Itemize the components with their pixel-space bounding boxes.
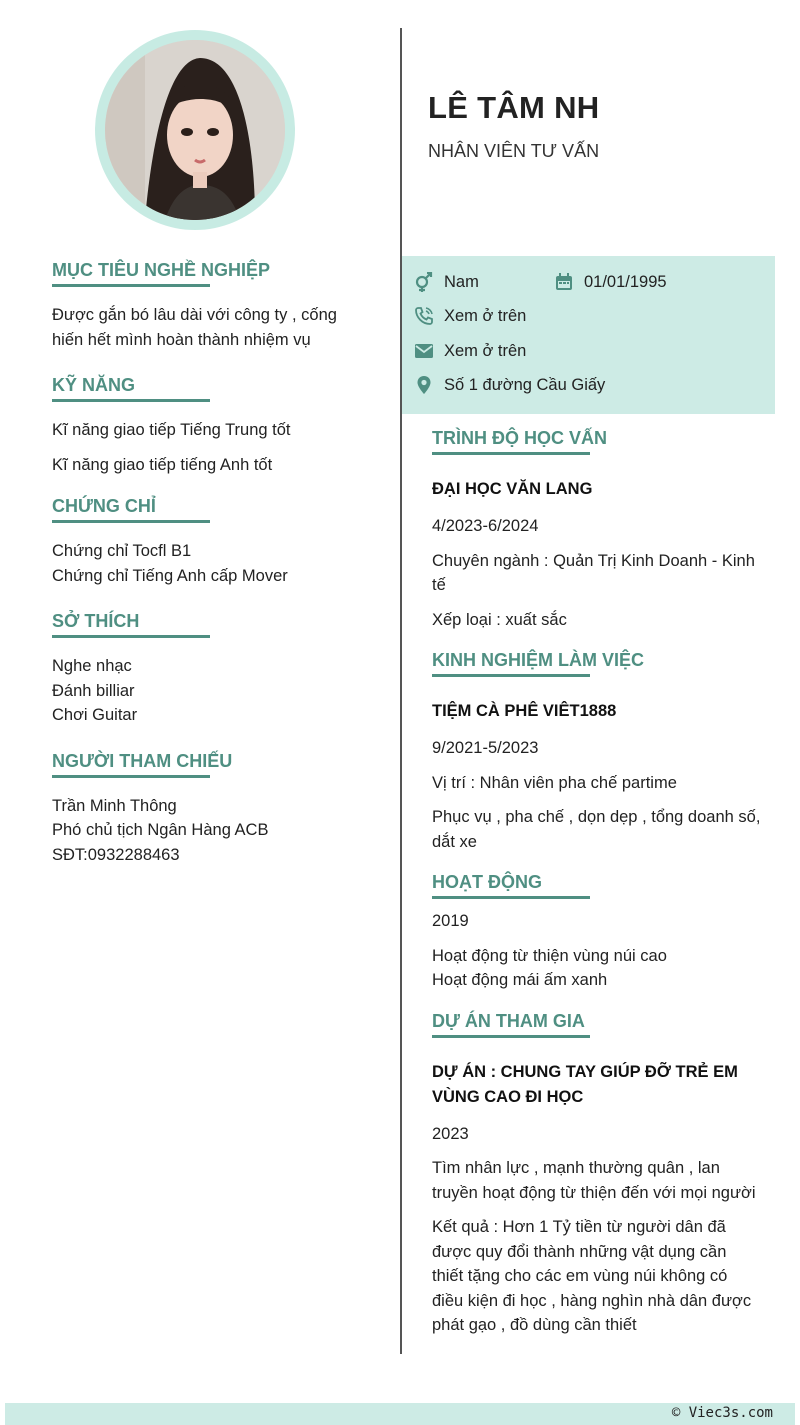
education-major: Chuyên ngành : Quản Trị Kinh Doanh - Kinh tế bbox=[432, 551, 755, 594]
projects-title: DỰ ÁN THAM GIA bbox=[432, 1010, 585, 1031]
section-rule bbox=[52, 284, 210, 287]
project-year: 2023 bbox=[432, 1124, 469, 1143]
objective-title: MỤC TIÊU NGHỀ NGHIỆP bbox=[52, 260, 271, 280]
skills-section bbox=[52, 373, 372, 477]
candidate-name: LÊ TÂM NH bbox=[428, 90, 600, 125]
activities-title: HOẠT ĐỘNG bbox=[432, 872, 542, 892]
experience-period: 9/2021-5/2023 bbox=[432, 739, 539, 757]
experience-role: Vị trí : Nhân viên pha chế partime bbox=[432, 773, 677, 792]
project-description: Tìm nhân lực , mạnh thường quân , lan truyền hoạt động từ thiện đến với mọi người bbox=[432, 1159, 756, 1202]
address-text: Số 1 đường Cầu Giấy bbox=[444, 375, 606, 394]
hobbies-section bbox=[52, 609, 372, 728]
objective-section bbox=[52, 258, 372, 352]
email-icon bbox=[414, 341, 434, 361]
skills-title: KỸ NĂNG bbox=[52, 375, 136, 395]
education-title: TRÌNH ĐỘ HỌC VẤN bbox=[432, 428, 607, 448]
left-column bbox=[52, 258, 372, 867]
experience-section bbox=[432, 648, 762, 854]
candidate-position: NHÂN VIÊN TƯ VẤN bbox=[428, 141, 600, 161]
section-rule bbox=[52, 520, 210, 523]
experience-title: KINH NGHIỆM LÀM VIỆC bbox=[432, 650, 645, 670]
contact-phone bbox=[414, 306, 526, 326]
experience-duties: Phục vụ , pha chế , dọn dẹp , tổng doanh số, dắt xe bbox=[432, 808, 761, 851]
contact-birthday bbox=[554, 272, 667, 292]
section-rule bbox=[52, 775, 210, 778]
phone-icon bbox=[414, 306, 434, 326]
project-result: Kết quả : Hơn 1 Tỷ tiền từ người dân đã được quy đổi thành những vật dụng cần thiết tặng cho các em vùng núi không có điều kiện đi học , hàng nghìn nhà dân được phát gạo , đồ dùng cần thiết bbox=[432, 1218, 752, 1334]
hobbies-title: SỞ THÍCH bbox=[52, 611, 140, 631]
education-period: 4/2023-6/2024 bbox=[432, 517, 539, 535]
section-rule bbox=[432, 452, 590, 455]
activity-item: Hoạt động mái ấm xanh bbox=[432, 971, 608, 989]
certificates-section bbox=[52, 494, 372, 588]
phone-text: Xem ở trên bbox=[444, 306, 527, 325]
section-rule bbox=[432, 674, 590, 677]
hobby-item: Nghe nhạc bbox=[52, 657, 132, 675]
contact-gender bbox=[414, 272, 479, 292]
reference-item: Trần Minh Thông bbox=[52, 796, 177, 815]
education-rank: Xếp loại : xuất sắc bbox=[432, 610, 567, 629]
gender-icon bbox=[414, 272, 434, 292]
school-name: ĐẠI HỌC VĂN LANG bbox=[432, 480, 593, 498]
right-column bbox=[432, 426, 762, 1338]
section-rule bbox=[52, 399, 210, 402]
company-name: TIỆM CÀ PHÊ VIÊT1888 bbox=[432, 702, 617, 720]
avatar-ring bbox=[95, 30, 295, 230]
contact-panel bbox=[402, 256, 775, 414]
certificate-item: Chứng chỉ Tocfl B1 bbox=[52, 542, 192, 560]
hobby-item: Chơi Guitar bbox=[52, 706, 138, 724]
hobby-item: Đánh billiar bbox=[52, 681, 135, 700]
column-divider bbox=[400, 28, 402, 1354]
section-rule bbox=[52, 635, 210, 638]
location-icon bbox=[414, 375, 434, 395]
objective-text: Được gắn bó lâu dài với công ty , cống hiến hết mình hoàn thành nhiệm vụ bbox=[52, 306, 337, 349]
skill-item: Kĩ năng giao tiếp tiếng Anh tốt bbox=[52, 455, 273, 474]
activities-year: 2019 bbox=[432, 912, 469, 930]
projects-section bbox=[432, 1009, 762, 1338]
email-text: Xem ở trên bbox=[444, 341, 527, 360]
avatar-portrait bbox=[105, 40, 285, 220]
project-name: DỰ ÁN : CHUNG TAY GIÚP ĐỠ TRẺ EM VÙNG CAO ĐI HỌC bbox=[432, 1062, 738, 1106]
section-rule bbox=[432, 896, 590, 899]
education-section bbox=[432, 426, 762, 632]
references-section bbox=[52, 749, 372, 868]
skill-item: Kĩ năng giao tiếp Tiếng Trung tốt bbox=[52, 421, 291, 439]
certificates-title: CHỨNG CHỈ bbox=[52, 496, 156, 516]
gender-text: Nam bbox=[444, 272, 479, 291]
activities-section bbox=[432, 870, 762, 993]
section-rule bbox=[432, 1035, 590, 1038]
contact-email bbox=[414, 341, 526, 361]
contact-address bbox=[414, 375, 605, 395]
footer-copyright: © Viec3s.com bbox=[671, 1405, 773, 1421]
reference-item: SĐT:0932288463 bbox=[52, 845, 180, 864]
footer-bar bbox=[5, 1403, 795, 1425]
reference-item: Phó chủ tịch Ngân Hàng ACB bbox=[52, 821, 269, 839]
certificate-item: Chứng chỉ Tiếng Anh cấp Mover bbox=[52, 566, 288, 585]
calendar-icon bbox=[554, 272, 574, 292]
birthday-text: 01/01/1995 bbox=[584, 272, 667, 291]
references-title: NGƯỜI THAM CHIẾU bbox=[52, 750, 233, 771]
activity-item: Hoạt động từ thiện vùng núi cao bbox=[432, 946, 667, 965]
avatar bbox=[105, 40, 285, 220]
